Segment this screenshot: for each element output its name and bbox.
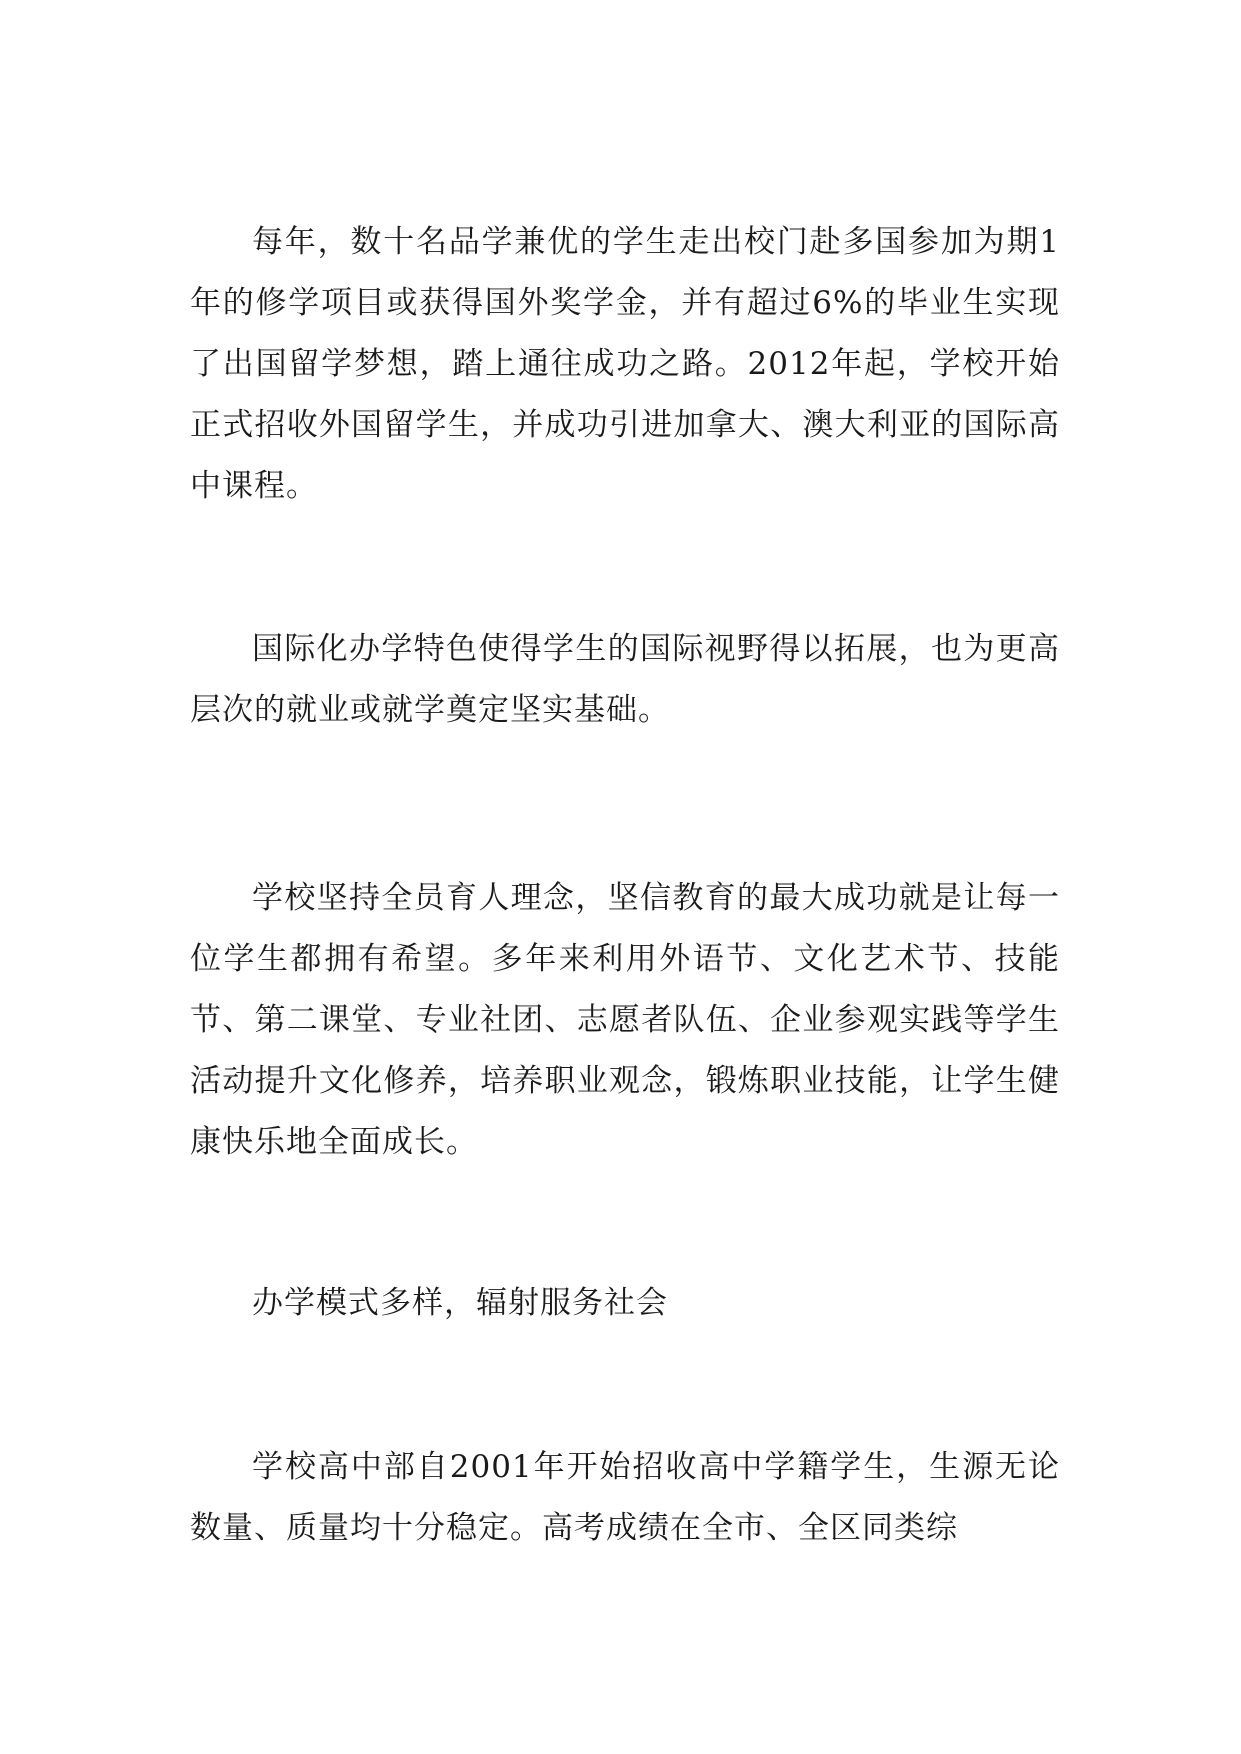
paragraph-high-school-division: 学校高中部自2001年开始招收高中学籍学生，生源无论数量、质量均十分稳定。高考成绩在全市、全区同类综 (190, 1449, 1060, 1546)
paragraph-international-vision: 国际化办学特色使得学生的国际视野得以拓展，也为更高层次的就业或就学奠定坚实基础。 (190, 631, 1060, 728)
paragraph-study-abroad: 每年，数十名品学兼优的学生走出校门赴多国参加为期1年的修学项目或获得国外奖学金，并有超过6%的毕业生实现了出国留学梦想，踏上通往成功之路。2012年起，学校开始正式招收外国留学生，并成功引进加拿大、澳大利亚的国际高中课程。 (190, 224, 1060, 504)
paragraph-student-activities: 学校坚持全员育人理念，坚信教育的最大成功就是让每一位学生都拥有希望。多年来利用外语节、文化艺术节、技能节、第二课堂、专业社团、志愿者队伍、企业参观实践等学生活动提升文化修养，培养职业观念，锻炼职业技能，让学生健康快乐地全面成长。 (190, 880, 1060, 1160)
section-heading: 办学模式多样，辐射服务社会 (252, 1285, 668, 1321)
